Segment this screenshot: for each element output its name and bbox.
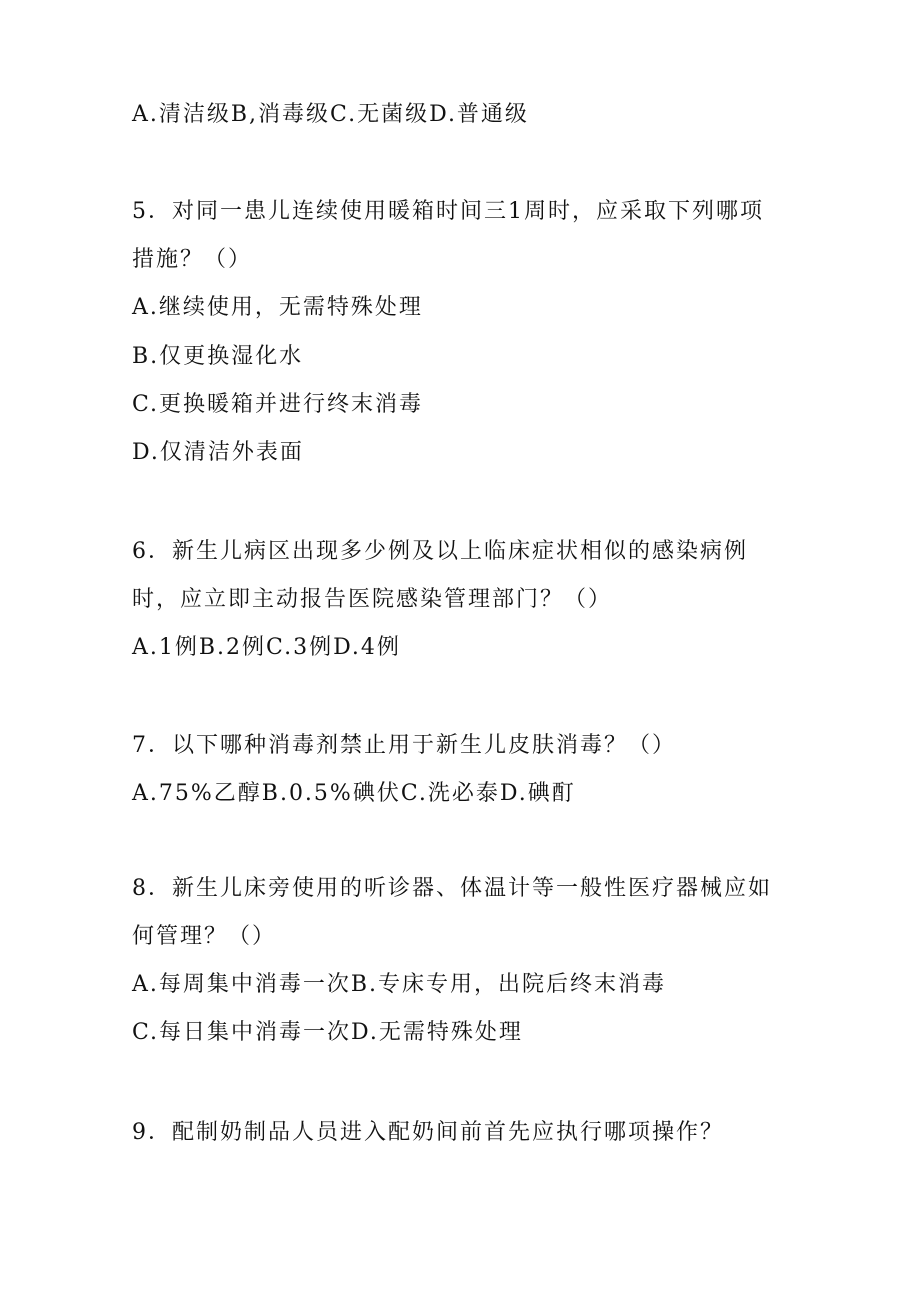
q6-options: A.1例B.2例C.3例D.4例 bbox=[132, 635, 401, 660]
q5-option-b: B.仅更换湿化水 bbox=[132, 344, 304, 369]
q6-stem-line1: 6．新生儿病区出现多少例及以上临床症状相似的感染病例 bbox=[132, 539, 748, 564]
q5-option-d: D.仅清洁外表面 bbox=[132, 440, 304, 465]
q5-stem-line2: 措施？（） bbox=[132, 247, 253, 272]
q6-stem-line2: 时，应立即主动报告医院感染管理部门？（） bbox=[132, 587, 613, 612]
q5-option-c: C.更换暖箱并进行终末消毒 bbox=[132, 392, 424, 417]
q8-stem-line2: 何管理？（） bbox=[132, 924, 277, 949]
q8-stem-line1: 8．新生儿床旁使用的听诊器、体温计等一般性医疗器械应如 bbox=[132, 876, 772, 901]
q4-options: A.清洁级B,消毒级C.无菌级D.普通级 bbox=[132, 102, 529, 127]
q8-options-line2: C.每日集中消毒一次D.无需特殊处理 bbox=[132, 1020, 523, 1045]
q7-stem: 7．以下哪种消毒剂禁止用于新生儿皮肤消毒？（） bbox=[132, 733, 676, 758]
q7-options: A.75%乙醇B.0.5%碘伏C.洗必泰D.碘酊 bbox=[132, 781, 576, 806]
q8-options-line1: A.每周集中消毒一次B.专床专用，出院后终末消毒 bbox=[132, 972, 667, 997]
q9-stem: 9．配制奶制品人员进入配奶间前首先应执行哪项操作？ bbox=[132, 1120, 724, 1145]
q5-option-a: A.继续使用，无需特殊处理 bbox=[132, 295, 423, 320]
q5-stem-line1: 5．对同一患儿连续使用暖箱时间三1周时，应采取下列哪项 bbox=[132, 199, 764, 224]
